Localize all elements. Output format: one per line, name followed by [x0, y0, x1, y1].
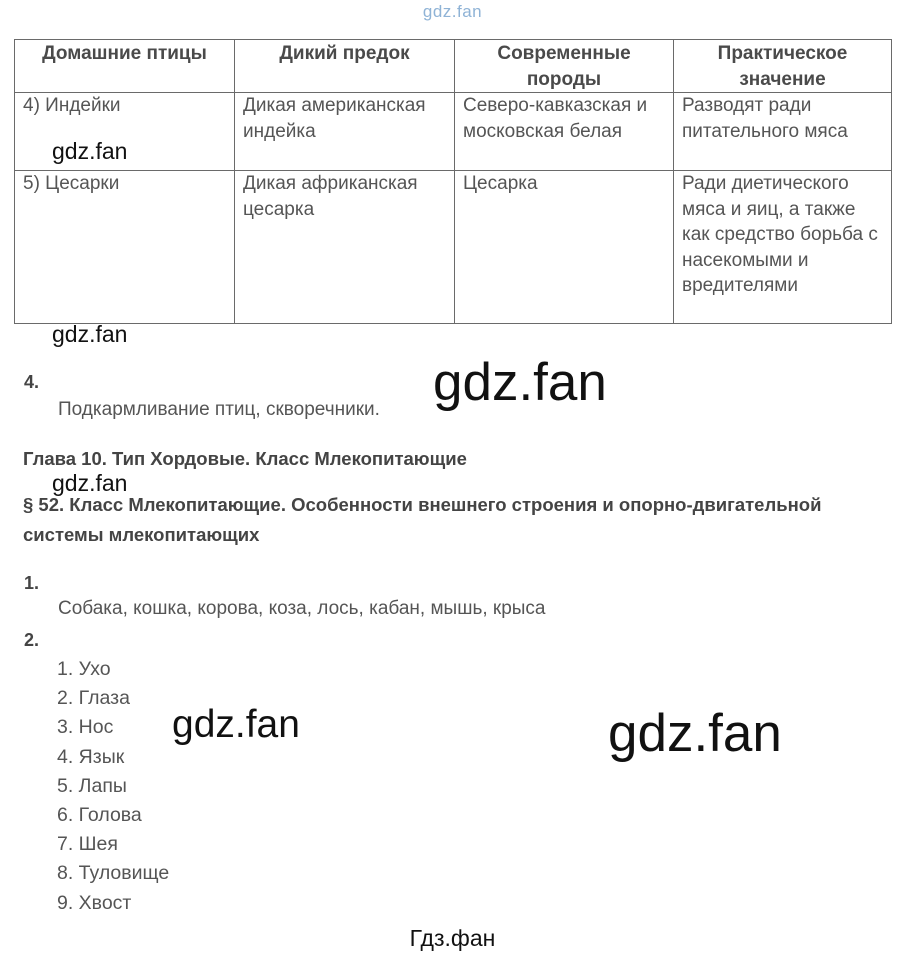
- question-2-number: 2.: [24, 630, 40, 650]
- question-4-answer: Подкармливание птиц, скворечники.: [58, 399, 380, 420]
- table-cell: Дикая американская индейка: [235, 93, 455, 171]
- table-cell: Северо-кавказская и московская белая: [455, 93, 674, 171]
- chapter-title: Глава 10. Тип Хордовые. Класс Млекопитающие: [23, 448, 467, 469]
- list-item: 8. Туловище: [57, 862, 170, 885]
- table-cell: Разводят ради питательного мяса: [674, 93, 892, 171]
- table-cell: 4) Индейки: [15, 93, 235, 171]
- table-cell: Цесарка: [455, 171, 674, 324]
- list-item: 9. Хвост: [57, 891, 132, 914]
- watermark-2: gdz.fan: [52, 321, 128, 347]
- watermark-1: gdz.fan: [52, 138, 128, 164]
- footer-watermark: Гдз.фан: [409, 925, 496, 951]
- body-parts-list: [57, 655, 169, 918]
- table-row: [15, 93, 892, 171]
- list-item: 3. Нос: [57, 716, 114, 739]
- table-cell: Дикая африканская цесарка: [235, 171, 455, 324]
- header-domestic-birds: Домашние птицы: [15, 40, 235, 93]
- header-modern-breeds: Современные породы: [455, 40, 674, 93]
- list-item: 1. Ухо: [57, 658, 111, 680]
- question-4-number: 4.: [24, 372, 40, 392]
- table-header-row: [15, 40, 892, 93]
- table-cell: 5) Цесарки: [15, 171, 235, 324]
- list-item: 5. Лапы: [57, 774, 127, 797]
- list-item: 4. Язык: [57, 745, 125, 768]
- header-practical-value: Практическое значение: [674, 40, 892, 93]
- watermark-top: gdz.fan: [422, 2, 483, 21]
- list-item: 6. Голова: [57, 803, 142, 826]
- watermark-3: gdz.fan: [433, 353, 607, 412]
- watermark-4: gdz.fan: [52, 470, 128, 496]
- watermark-5: gdz.fan: [172, 703, 300, 746]
- list-item: 2. Глаза: [57, 687, 130, 710]
- question-1-number: 1.: [24, 573, 40, 593]
- list-item: 7. Шея: [57, 833, 118, 856]
- table-row: [15, 171, 892, 324]
- header-wild-ancestor: Дикий предок: [235, 40, 455, 93]
- domestic-birds-table: [14, 39, 892, 324]
- table-cell: Ради диетического мяса и яиц, а также как средство борьба с насекомыми и вредителями: [674, 171, 892, 324]
- watermark-6: gdz.fan: [608, 704, 782, 763]
- question-1-answer: Собака, кошка, корова, коза, лось, кабан, мышь, крыса: [58, 598, 546, 619]
- section-title: § 52. Класс Млекопитающие. Особенности внешнего строения и опорно-двигательной системы млекопитающих: [23, 494, 822, 545]
